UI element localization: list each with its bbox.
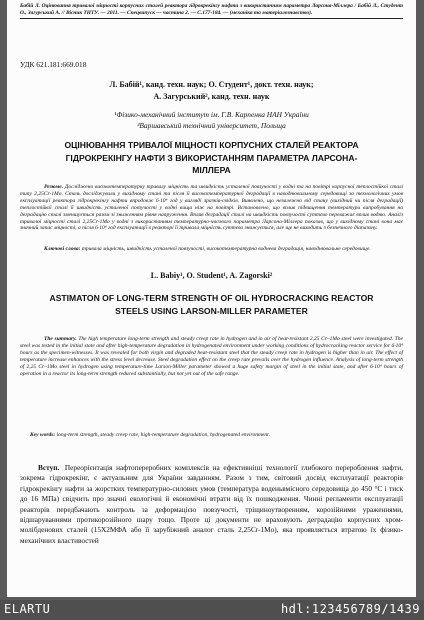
abstract-en-text: The high temperature long-term strength and steady creep rate in hydrogen and in air of heat-resistant 2,25 Cr–1Mo steel were investigated. The steel was tested in the initial state and after high-temperature degradation in hydrogenated environment under working conditions of hydrocracking reactor service for 6·10⁴ hours as the specimen-witnesses. It was revealed for both virgin and degraded heat-resistant steel that the steady creep rate in hydrogen is higher than in air. The effect of temperature increase enhances with the stress level decrease. Steel degradation effect on the creep rate prevails over the hydrogen influence. Analysis of long-term strength of 2,25 Cr–1Mo steel in hydrogen using temperature-time Larson-Miller parameter showed a huge safety margin of steel in the initial state, and after 6·10⁴ hours of operation in a reactor its long-term strength reduced substantially, but not yet out of the safe range. <box>20 336 403 377</box>
intro-paragraph <box>20 463 403 546</box>
keywords-uk-label: Ключові слова: <box>44 246 81 252</box>
intro-text: Переорієнтація нафтопереробних комплексів на ефективніші технології глибокого перероблення нафти, зокрема гідрокрекінг, є актуальним для України завданням. Разом з тим, світовий досвід експлуатації реакторів гідрокрекінгу нафти за жорстких температурно-силових умов (температура воденьвмісного середовища до 450 °С і тиск до 16 МПа) свідчить про значні екологічні й економічні втрати від їх пошкодження. Чинні регламенти експлуатації реакторів передбачають контроль за деформацією повзучості, тріщиноутворенням, корозійними ураженнями, відшаруваннями протикорозійного шару тощо. Проте ці документи не враховують деградацію корпусних хром-молібденових сталей (15Х2МФА або її зарубіжний аналог сталь 2,25Cr-1Mo), яка проявляється втратою їх фізико-механічних властивостей <box>20 463 403 545</box>
journal-page <box>7 0 416 597</box>
keywords-uk <box>20 246 403 253</box>
abstract-uk <box>20 184 403 232</box>
viewer-footer <box>0 600 424 620</box>
abstract-uk-label: Резюме. <box>44 184 64 190</box>
handle-id[interactable]: hdl:123456789/1439 <box>280 602 420 616</box>
keywords-en-label: Key words: <box>30 432 56 438</box>
abstract-en <box>20 336 403 377</box>
affiliation-2: ²Варшавський технічний університет, Польща <box>137 121 286 130</box>
repository-name: ELARTU <box>4 602 51 616</box>
keywords-en <box>20 432 403 439</box>
authors-en: L. Babiy¹, O. Student¹, A. Zagorski² <box>150 271 273 280</box>
abstract-uk-text: Досліджено високотемпературну тривалу міцність та швидкість усталеної повзучості у водні та на повітрі корпусної теплостійкої сталі типу 2,25Cr-1Mo. Сталь досліджували у вихідному стані та після її високотемпературної деградації в наводнювальному середовищі за технологічних умов експлуатації реактора гідрокрекінгу нафти впродовж 6·10⁴ год у вигляді зразків-свідків. Виявлено, що незалежно від стану (вихідний чи після деградації) теплостійкої сталі її швидкість усталеної повзучості у водні вища ніж на повітрі. Встановлено, що вплив підвищення температури випробування на деградацію сталі зменшується разом зі зниженням рівня напруження. Вплив деградації сталі на швидкість повзучості суттєво переважає вплив водню. Аналіз тривалої міцності сталі 2,25Cr-1Mo у водні з використанням температурно-часового параметра Ларсона-Міллера показав, що у вихідному стані вона має значний запас міцності, а після 6·10⁴ год експлуатації в реакторі її тривала міцність суттєво знижується, але ще не виходить з безпечного діапазону. <box>20 184 403 232</box>
authors-uk-line2: А. Загурський², канд. техн. наук <box>153 92 270 101</box>
title-en: ASTIMATON OF LONG-TERM STRENGTH OF OIL HYDROCRACKING REACTOR STEELS USING LARSON-MILLER PARAMETER <box>49 293 374 316</box>
authors-uk-line1: Л. Бабій¹, канд. техн. наук; О. Студент¹, докт. техн. наук; <box>109 80 314 89</box>
title-uk: ОЦІНЮВАННЯ ТРИВАЛОЇ МІЦНОСТІ КОРПУСНИХ СТАЛЕЙ РЕАКТОРА ГІДРОКРЕКІНГУ НАФТИ З ВИКОРИСТАННЯМ ПАРАМЕТРА ЛАРСОНА-МІЛЛЕРА <box>64 140 359 175</box>
intro-label: Вступ. <box>38 463 60 472</box>
affiliation-1: ¹Фізико-механічний інститут ім. Г.В. Карпенка НАН України <box>114 110 309 119</box>
udc-code: УДК 621.181:669.018 <box>20 60 87 69</box>
citation-header: Бабій Л. Оцінювання тривалої міцності корпусних сталей реактора гідрокрекінгу нафти з використанням параметра Ларсона-Міллера / Бабій Л., Студент О., Загурський А. // Вісник ТНТУ. — 2011. — Спецвипуск — частина 2. — С.177-184. — (механіка та матеріалознавство). <box>20 3 403 19</box>
abstract-en-label: The summary. <box>44 336 77 342</box>
keywords-uk-text: тривала міцність, швидкість усталеної повзучості, високотемпературна воднева деградація, наводнювальне середовище. <box>81 246 371 252</box>
keywords-en-text: long-term strength, steady creep rate, high-temperature degradation, hydrogenated environment. <box>56 432 271 438</box>
